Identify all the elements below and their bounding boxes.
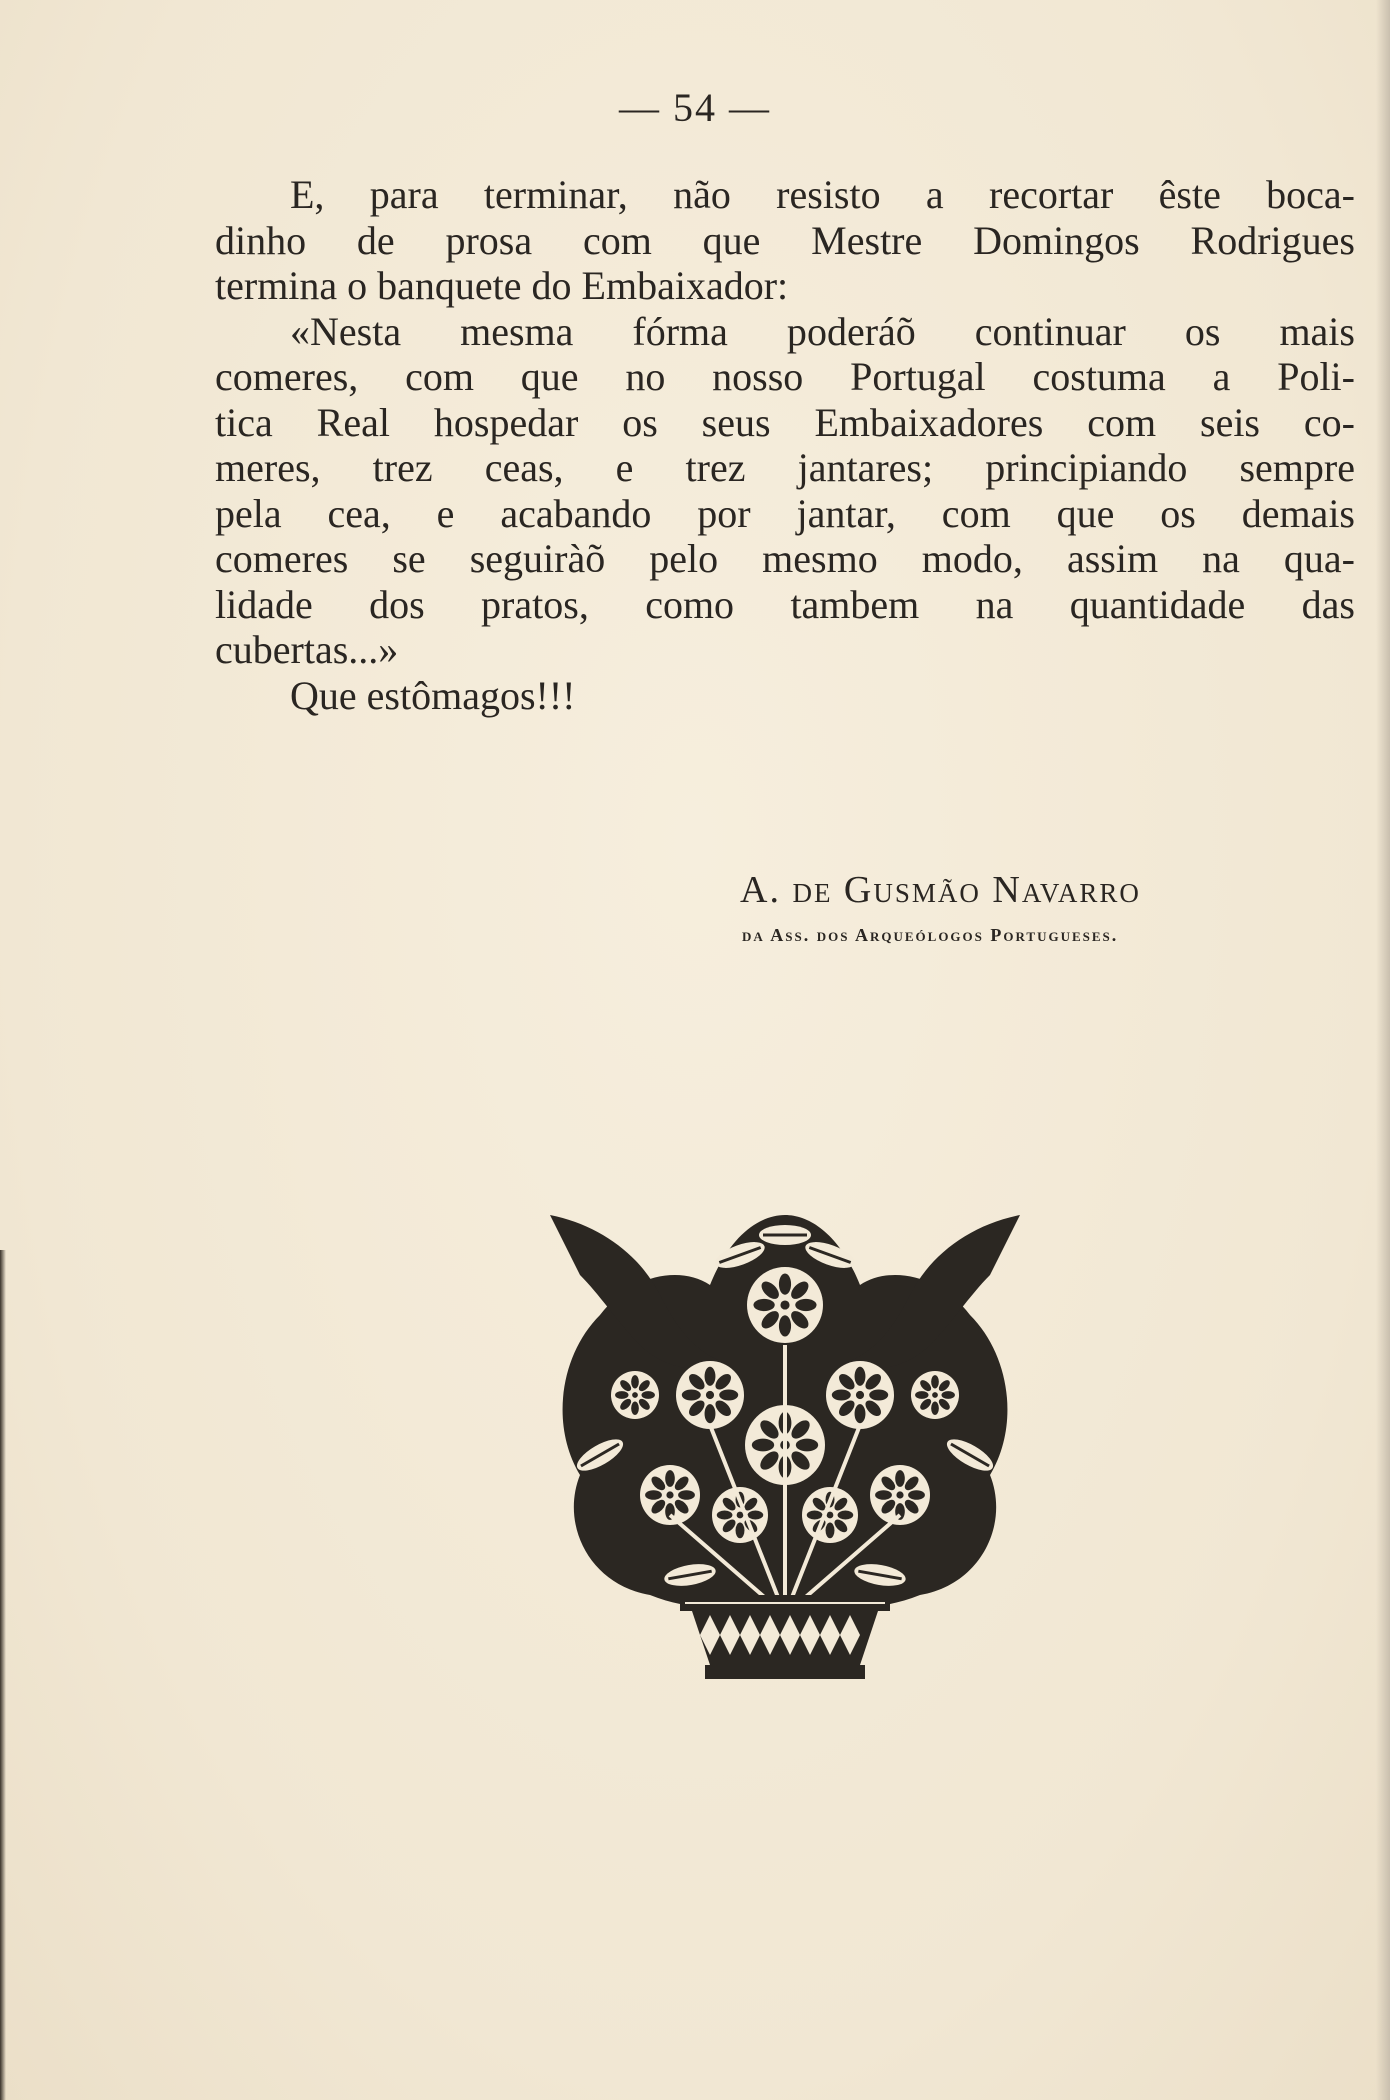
text-line: pela cea, e acabando por jantar, com que os demais xyxy=(215,490,1355,536)
page-number: — 54 — xyxy=(619,85,771,130)
text-line: «Nesta mesma fórma poderáõ continuar os mais xyxy=(290,308,1355,354)
text-line: termina o banquete do Embaixador: xyxy=(215,263,789,308)
text-line: E, para terminar, não resisto a recortar êste boca- xyxy=(290,172,1355,217)
text-line: lidade dos pratos, como tambem na quantidade das xyxy=(215,581,1355,627)
text-line: dinho de prosa com que Mestre Domingos Rodrigues xyxy=(215,217,1355,263)
page-edge xyxy=(1376,0,1390,2100)
body-text xyxy=(215,172,1355,718)
text-line: meres, trez ceas, e trez jantares; principiando sempre xyxy=(215,445,1355,490)
author-signature: A. de Gusmão Navarro xyxy=(740,869,1141,911)
flower-basket-with-birds-woodcut-icon xyxy=(540,1195,1030,1695)
text-line: tica Real hospedar os seus Embaixadores com seis co- xyxy=(215,399,1355,445)
text-line: cubertas...» xyxy=(215,627,399,672)
spine-shadow xyxy=(0,1250,6,2100)
text-line: comeres se seguiràõ pelo mesmo modo, assim na qua- xyxy=(215,536,1355,581)
text-line: Que estômagos!!! xyxy=(290,672,576,718)
text-line: comeres, com que no nosso Portugal costuma a Poli- xyxy=(215,354,1355,399)
author-affiliation: da Ass. dos Arqueólogos Portugueses. xyxy=(742,925,1119,945)
